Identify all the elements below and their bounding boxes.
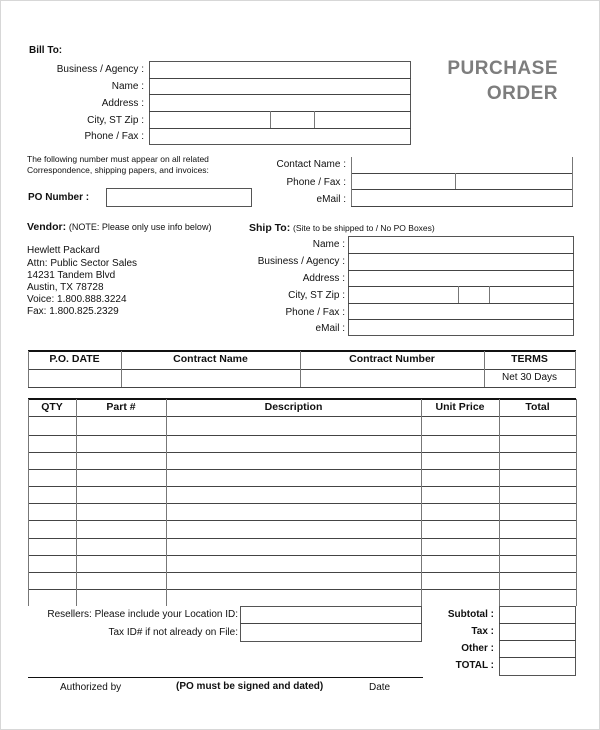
ship-to-address-label: Address : (302, 273, 345, 284)
total-header: Total (525, 401, 550, 413)
tax-label: Tax : (471, 626, 494, 637)
contact-phone-divider (455, 173, 456, 189)
items-row-line (28, 589, 576, 590)
ship-to-divider (348, 319, 574, 320)
ship-to-divider (348, 286, 574, 287)
description-header: Description (264, 401, 323, 413)
items-row-line (28, 538, 576, 539)
vendor-line: 14231 Tandem Blvd (27, 270, 116, 281)
contact-divider (351, 206, 573, 207)
items-row-line (28, 520, 576, 521)
bill-to-address-label: Address : (101, 98, 144, 109)
items-column-line (499, 399, 500, 606)
po-number-label: PO Number : (28, 192, 90, 203)
contract-table-divider (28, 369, 576, 370)
items-row-line (28, 555, 576, 556)
totals-divider (499, 657, 576, 658)
bill-to-business-label: Business / Agency : (56, 64, 144, 75)
items-row-line (28, 416, 576, 417)
bill-to-name-label: Name : (111, 81, 144, 92)
ship-to-divider (348, 270, 574, 271)
vendor-heading: Vendor: (27, 221, 67, 233)
signed-note: (PO must be signed and dated) (176, 681, 324, 692)
contact-left-edge (351, 157, 352, 206)
bill-to-divider (149, 128, 411, 129)
contract-table-top-rule (28, 350, 576, 352)
grand-total-label: TOTAL : (455, 660, 494, 671)
location-taxid-box[interactable] (240, 606, 422, 642)
items-column-line (166, 399, 167, 606)
ship-to-note: (Site to be shipped to / No PO Boxes) (293, 223, 435, 233)
totals-divider (499, 623, 576, 624)
ship-to-phone-label: Phone / Fax : (285, 307, 345, 318)
contract-table-border (575, 351, 576, 387)
resellers-label: Resellers: Please include your Location ID: (47, 609, 238, 620)
signature-line[interactable] (28, 677, 423, 678)
contract-number-header: Contract Number (349, 353, 435, 365)
contact-email-label: eMail : (316, 194, 346, 205)
bill-to-divider (149, 94, 411, 95)
vendor-heading-line (27, 221, 211, 233)
vendor-line: Hewlett Packard (27, 245, 100, 256)
ship-to-city-label: City, ST Zip : (288, 290, 345, 301)
bill-to-phone-label: Phone / Fax : (84, 131, 144, 142)
contact-divider (351, 189, 573, 190)
title-purchase: PURCHASE (447, 58, 558, 79)
part-header: Part # (106, 401, 136, 413)
other-label: Other : (461, 643, 494, 654)
items-row-line (28, 452, 576, 453)
subtotal-label: Subtotal : (447, 609, 494, 620)
title-order: ORDER (486, 83, 558, 104)
vendor-line: Austin, TX 78728 (27, 282, 104, 293)
ship-to-city-divider (458, 286, 459, 303)
notice-line-1: The following number must appear on all related (27, 154, 209, 164)
ship-to-heading-line (249, 222, 435, 234)
bill-to-fields-box[interactable] (149, 61, 411, 145)
vendor-line: Fax: 1.800.825.2329 (27, 306, 119, 317)
items-row-line (28, 435, 576, 436)
notice-line-2: Correspondence, shipping papers, and invoices: (27, 165, 209, 175)
items-column-line (576, 399, 577, 606)
bill-to-city-divider (270, 111, 271, 128)
ship-to-heading: Ship To: (249, 222, 291, 234)
ship-to-email-label: eMail : (315, 323, 345, 334)
ship-to-name-label: Name : (312, 239, 345, 250)
location-taxid-divider (240, 623, 422, 624)
ship-to-business-label: Business / Agency : (257, 256, 345, 267)
bill-to-divider (149, 78, 411, 79)
taxid-label: Tax ID# if not already on File: (108, 627, 238, 638)
unit-price-header: Unit Price (435, 401, 485, 413)
bill-to-city-divider (314, 111, 315, 128)
items-column-line (421, 399, 422, 606)
totals-divider (499, 640, 576, 641)
authorized-by-label: Authorized by (60, 682, 122, 693)
items-table-top-rule (28, 398, 576, 400)
contact-divider (351, 173, 573, 174)
items-row-line (28, 572, 576, 573)
totals-box[interactable] (499, 606, 576, 676)
terms-header: TERMS (511, 353, 548, 365)
terms-value: Net 30 Days (501, 372, 558, 383)
contact-right-edge (572, 157, 573, 206)
items-column-line (28, 399, 29, 606)
contact-name-label: Contact Name : (276, 159, 346, 170)
bill-to-city-label: City, ST Zip : (87, 115, 144, 126)
bill-to-divider (149, 111, 411, 112)
items-column-line (76, 399, 77, 606)
items-row-line (28, 486, 576, 487)
contract-table-bottom (28, 387, 576, 388)
date-label: Date (369, 682, 391, 693)
po-number-field[interactable] (106, 188, 252, 207)
items-row-line (28, 469, 576, 470)
contract-name-header: Contract Name (173, 353, 248, 365)
items-row-line (28, 503, 576, 504)
contact-phone-label: Phone / Fax : (286, 177, 346, 188)
ship-to-divider (348, 253, 574, 254)
ship-to-city-divider (489, 286, 490, 303)
ship-to-divider (348, 303, 574, 304)
bill-to-heading: Bill To: (29, 45, 63, 56)
po-date-header: P.O. DATE (49, 353, 100, 365)
vendor-line: Voice: 1.800.888.3224 (27, 294, 127, 305)
qty-header: QTY (41, 401, 63, 413)
vendor-note: (NOTE: Please only use info below) (68, 222, 212, 232)
vendor-line: Attn: Public Sector Sales (27, 258, 138, 269)
